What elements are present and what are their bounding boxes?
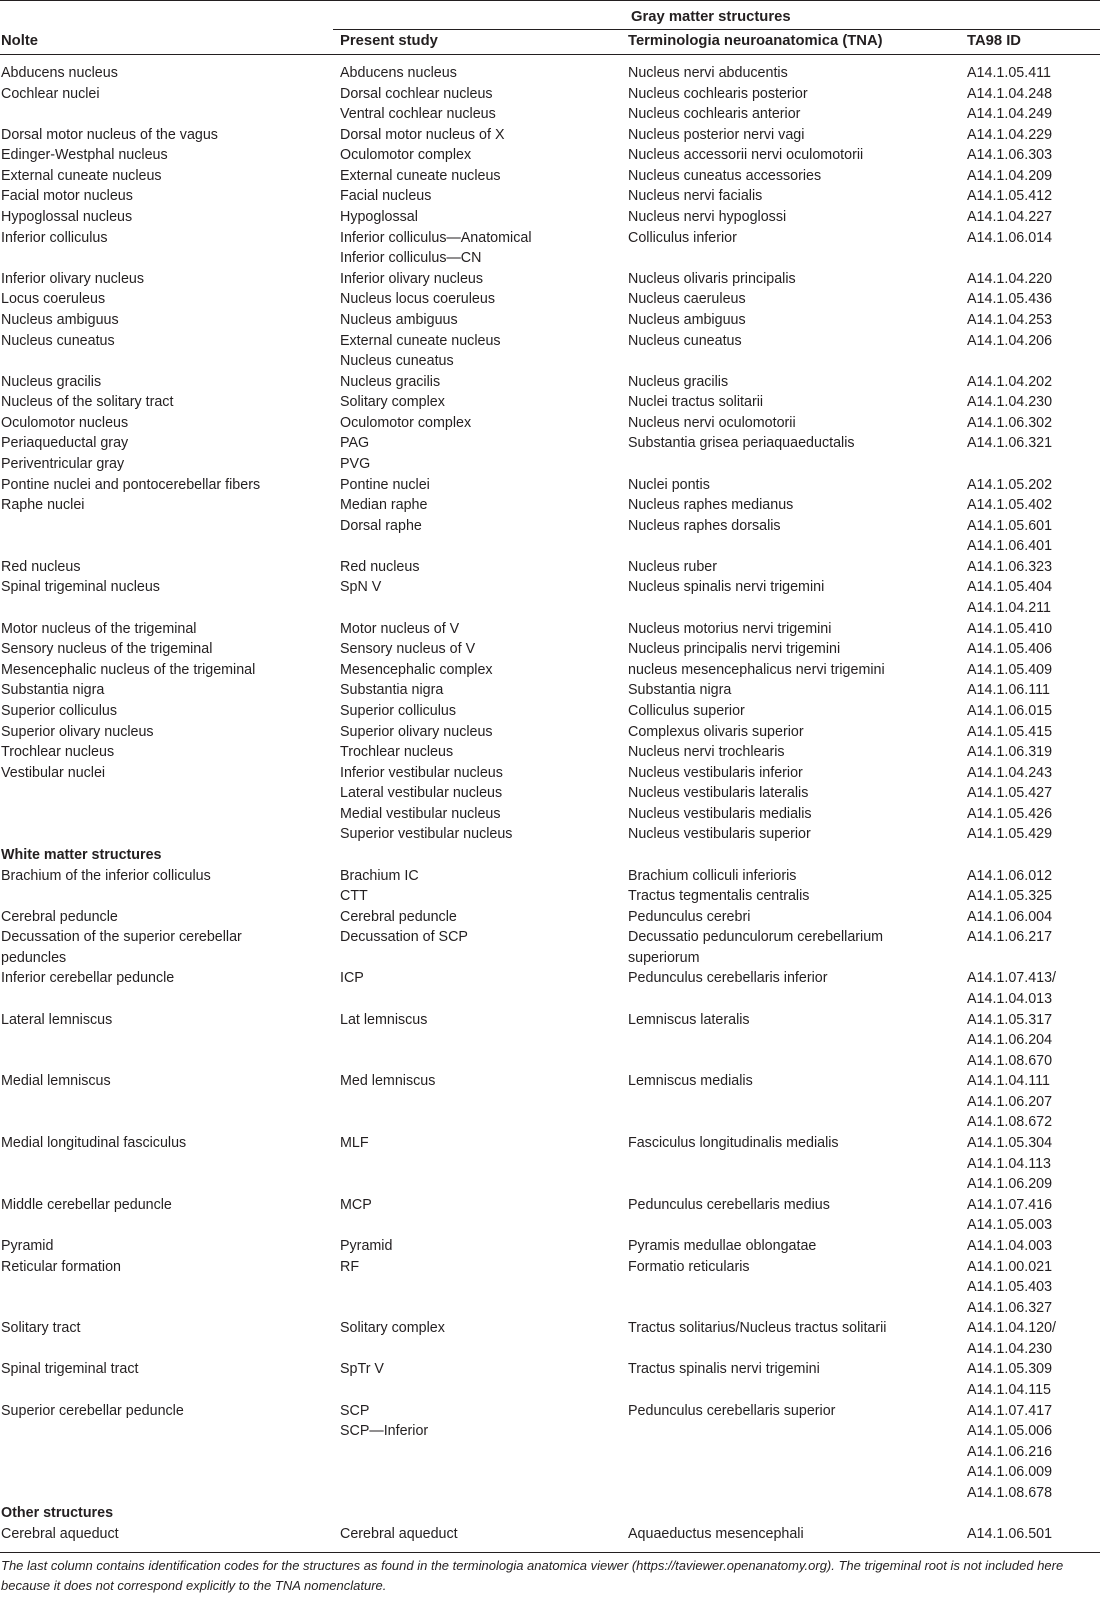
cell-present-study: Oculomotor complex	[340, 147, 472, 164]
cell-tna: Nucleus gracilis	[628, 373, 729, 390]
table-row	[0, 228, 1100, 249]
cell-tna: Nucleus olivaris principalis	[628, 270, 796, 287]
table-row	[0, 598, 1100, 619]
cell-ta98-id: A14.1.04.248	[967, 85, 1053, 102]
cell-present-study: Trochlear nucleus	[340, 744, 454, 761]
cell-ta98-id: A14.1.04.013	[967, 991, 1053, 1008]
cell-present-study: Red nucleus	[340, 558, 420, 575]
table-row	[0, 804, 1100, 825]
cell-present-study: SCP	[340, 1402, 370, 1419]
cell-ta98-id: A14.1.06.207	[967, 1093, 1053, 1110]
table-row	[0, 1051, 1100, 1072]
table-row	[0, 660, 1100, 681]
cell-tna: Nucleus principalis nervi trigemini	[628, 641, 841, 658]
table-row	[0, 763, 1100, 784]
cell-ta98-id: A14.1.04.253	[967, 311, 1053, 328]
cell-nolte: External cuneate nucleus	[1, 167, 162, 184]
cell-nolte: Superior olivary nucleus	[1, 723, 154, 740]
cell-ta98-id: A14.1.04.249	[967, 106, 1053, 123]
table-row	[0, 1380, 1100, 1401]
cell-tna: Nucleus vestibularis superior	[628, 826, 811, 843]
table-row	[0, 1174, 1100, 1195]
cell-ta98-id: A14.1.05.429	[967, 826, 1053, 843]
table-row	[0, 1442, 1100, 1463]
cell-nolte: Decussation of the superior cerebellar	[1, 929, 242, 946]
cell-tna: Brachium colliculi inferioris	[628, 867, 797, 884]
cell-tna: nucleus mesencephalicus nervi trigemini	[628, 661, 885, 678]
cell-ta98-id: A14.1.04.120/	[967, 1320, 1057, 1337]
cell-present-study: Inferior colliculus—CN	[340, 250, 482, 267]
cell-present-study: Hypoglossal	[340, 209, 418, 226]
cell-ta98-id: A14.1.05.402	[967, 497, 1053, 514]
table-row	[0, 1071, 1100, 1092]
cell-ta98-id: A14.1.05.325	[967, 888, 1053, 905]
group-header-rule	[333, 29, 1100, 30]
cell-nolte: Reticular formation	[1, 1258, 121, 1275]
cell-present-study: SCP—Inferior	[340, 1423, 429, 1440]
cell-tna: Colliculus inferior	[628, 229, 737, 246]
table-row	[0, 1030, 1100, 1051]
cell-present-study: Superior vestibular nucleus	[340, 826, 513, 843]
cell-nolte: Nucleus of the solitary tract	[1, 394, 174, 411]
cell-tna: Nucleus vestibularis lateralis	[628, 785, 809, 802]
table-row	[0, 104, 1100, 125]
cell-present-study: Cerebral peduncle	[340, 908, 457, 925]
cell-tna: Nucleus caeruleus	[628, 291, 746, 308]
cell-ta98-id: A14.1.06.302	[967, 414, 1053, 431]
cell-tna: Complexus olivaris superior	[628, 723, 804, 740]
table-row	[0, 1092, 1100, 1113]
cell-nolte: Brachium of the inferior colliculus	[1, 867, 211, 884]
cell-ta98-id: A14.1.06.303	[967, 147, 1053, 164]
table-row	[0, 392, 1100, 413]
table-row	[0, 948, 1100, 969]
table-row	[0, 84, 1100, 105]
cell-ta98-id: A14.1.05.202	[967, 476, 1053, 493]
table-row	[0, 701, 1100, 722]
cell-present-study: Solitary complex	[340, 394, 445, 411]
cell-tna: Nucleus cochlearis anterior	[628, 106, 801, 123]
cell-ta98-id: A14.1.04.209	[967, 167, 1053, 184]
cell-present-study: Nucleus locus coeruleus	[340, 291, 495, 308]
cell-nolte: Mesencephalic nucleus of the trigeminal	[1, 661, 256, 678]
table-row	[0, 310, 1100, 331]
cell-tna: Nucleus ruber	[628, 558, 717, 575]
cell-ta98-id: A14.1.06.217	[967, 929, 1053, 946]
cell-present-study: Dorsal raphe	[340, 517, 422, 534]
table-row	[0, 886, 1100, 907]
table-row	[0, 1277, 1100, 1298]
cell-tna: Pyramis medullae oblongatae	[628, 1237, 817, 1254]
cell-nolte: Nucleus cuneatus	[1, 332, 115, 349]
cell-nolte: Periventricular gray	[1, 455, 125, 472]
table-row	[0, 1236, 1100, 1257]
table-row	[0, 454, 1100, 475]
cell-nolte: Solitary tract	[1, 1320, 81, 1337]
cell-ta98-id: A14.1.05.409	[967, 661, 1053, 678]
cell-present-study: Motor nucleus of V	[340, 620, 460, 637]
cell-nolte: Trochlear nucleus	[1, 744, 115, 761]
column-header-tna: Terminologia neuroanatomica (TNA)	[628, 33, 883, 49]
table-row	[0, 248, 1100, 269]
cell-ta98-id: A14.1.05.601	[967, 517, 1053, 534]
table-row	[0, 783, 1100, 804]
cell-present-study: Solitary complex	[340, 1320, 445, 1337]
table-row	[0, 207, 1100, 228]
cell-nolte: Periaqueductal gray	[1, 435, 129, 452]
cell-tna: Substantia grisea periaquaeductalis	[628, 435, 855, 452]
cell-ta98-id: A14.1.06.204	[967, 1032, 1053, 1049]
cell-ta98-id: A14.1.05.415	[967, 723, 1053, 740]
table-row	[0, 269, 1100, 290]
cell-ta98-id: A14.1.04.115	[967, 1382, 1052, 1398]
cell-tna: Nucleus raphes dorsalis	[628, 517, 781, 534]
column-header-nolte: Nolte	[1, 33, 38, 49]
cell-nolte: Nucleus gracilis	[1, 373, 102, 390]
table-row	[0, 1339, 1100, 1360]
cell-ta98-id: A14.1.06.209	[967, 1176, 1053, 1193]
cell-tna: Lemniscus medialis	[628, 1073, 753, 1090]
table-row	[0, 125, 1100, 146]
table-row	[0, 289, 1100, 310]
table-row	[0, 619, 1100, 640]
cell-present-study: CTT	[340, 888, 368, 905]
cell-ta98-id: A14.1.06.321	[967, 435, 1053, 452]
cell-tna: Tractus spinalis nervi trigemini	[628, 1361, 820, 1378]
cell-nolte: Vestibular nuclei	[1, 764, 106, 781]
cell-tna: Aquaeductus mesencephali	[628, 1526, 804, 1543]
table-row	[0, 166, 1100, 187]
cell-present-study: Nucleus gracilis	[340, 373, 441, 390]
table-row	[0, 1318, 1100, 1339]
cell-ta98-id: A14.1.04.230	[967, 394, 1053, 411]
cell-ta98-id: A14.1.04.003	[967, 1237, 1053, 1254]
cell-nolte: Pyramid	[1, 1237, 54, 1254]
cell-tna: Substantia nigra	[628, 682, 732, 699]
table-row	[0, 351, 1100, 372]
cell-ta98-id: A14.1.04.202	[967, 373, 1053, 390]
cell-tna: Formatio reticularis	[628, 1258, 750, 1275]
cell-present-study: Mesencephalic complex	[340, 661, 493, 678]
cell-present-study: Superior olivary nucleus	[340, 723, 493, 740]
cell-nolte: Abducens nucleus	[1, 65, 118, 81]
cell-ta98-id: A14.1.05.436	[967, 291, 1053, 308]
cell-tna: Tractus solitarius/Nucleus tractus solitarii	[628, 1320, 887, 1337]
cell-nolte: Oculomotor nucleus	[1, 414, 129, 431]
cell-present-study: Med lemniscus	[340, 1073, 436, 1090]
cell-nolte: peduncles	[1, 949, 67, 966]
section-heading: White matter structures	[1, 846, 162, 863]
cell-ta98-id: A14.1.06.401	[967, 538, 1053, 555]
cell-ta98-id: A14.1.08.678	[967, 1484, 1053, 1501]
cell-ta98-id: A14.1.05.411	[967, 65, 1052, 81]
table-row	[0, 1112, 1100, 1133]
cell-ta98-id: A14.1.05.006	[967, 1423, 1053, 1440]
cell-present-study: Oculomotor complex	[340, 414, 472, 431]
cell-nolte: Cochlear nuclei	[1, 85, 100, 102]
table-row	[0, 907, 1100, 928]
cell-nolte: Medial lemniscus	[1, 1073, 111, 1090]
table-row	[0, 722, 1100, 743]
table-row	[0, 927, 1100, 948]
cell-ta98-id: A14.1.05.003	[967, 1217, 1053, 1234]
header-rule	[0, 54, 1100, 55]
section-heading-row	[0, 1503, 1100, 1524]
table-row	[0, 1524, 1100, 1545]
cell-nolte: Lateral lemniscus	[1, 1011, 113, 1028]
cell-tna: Nucleus spinalis nervi trigemini	[628, 579, 825, 596]
table-row	[0, 968, 1100, 989]
table-row	[0, 577, 1100, 598]
cell-ta98-id: A14.1.08.672	[967, 1114, 1053, 1131]
column-header-present-study: Present study	[340, 33, 438, 49]
column-header-ta98-id: TA98 ID	[967, 33, 1021, 49]
cell-nolte: Sensory nucleus of the trigeminal	[1, 641, 213, 658]
cell-ta98-id: A14.1.05.406	[967, 641, 1053, 658]
cell-tna: Nucleus motorius nervi trigemini	[628, 620, 832, 637]
cell-present-study: PAG	[340, 435, 370, 452]
table-row	[0, 680, 1100, 701]
cell-ta98-id: A14.1.06.111	[967, 682, 1050, 699]
cell-ta98-id: A14.1.06.327	[967, 1299, 1053, 1316]
cell-present-study: Inferior colliculus—Anatomical	[340, 229, 532, 246]
table-row	[0, 1462, 1100, 1483]
cell-nolte: Edinger-Westphal nucleus	[1, 147, 168, 164]
cell-present-study: Dorsal motor nucleus of X	[340, 126, 505, 143]
cell-tna: Tractus tegmentalis centralis	[628, 888, 810, 905]
cell-nolte: Substantia nigra	[1, 682, 105, 699]
cell-ta98-id: A14.1.06.014	[967, 229, 1053, 246]
cell-nolte: Motor nucleus of the trigeminal	[1, 620, 197, 637]
cell-present-study: Medial vestibular nucleus	[340, 805, 501, 822]
cell-tna: Nucleus nervi oculomotorii	[628, 414, 796, 431]
cell-nolte: Spinal trigeminal nucleus	[1, 579, 160, 596]
cell-tna: Pedunculus cerebellaris medius	[628, 1196, 830, 1213]
table-row	[0, 495, 1100, 516]
cell-ta98-id: A14.1.05.427	[967, 785, 1053, 802]
cell-nolte: Nucleus ambiguus	[1, 311, 119, 328]
cell-ta98-id: A14.1.06.323	[967, 558, 1053, 575]
cell-ta98-id: A14.1.05.403	[967, 1279, 1053, 1296]
cell-tna: Pedunculus cerebellaris inferior	[628, 970, 828, 987]
cell-ta98-id: A14.1.06.009	[967, 1464, 1053, 1481]
table-row	[0, 1154, 1100, 1175]
table-row	[0, 433, 1100, 454]
cell-ta98-id: A14.1.06.319	[967, 744, 1053, 761]
table-row	[0, 1359, 1100, 1380]
cell-ta98-id: A14.1.07.416	[967, 1196, 1053, 1213]
cell-present-study: Pontine nuclei	[340, 476, 430, 493]
cell-present-study: Sensory nucleus of V	[340, 641, 476, 658]
cell-present-study: External cuneate nucleus	[340, 332, 501, 349]
table-row	[0, 1215, 1100, 1236]
cell-tna: Nucleus vestibularis inferior	[628, 764, 803, 781]
cell-tna: Nucleus cochlearis posterior	[628, 85, 808, 102]
cell-nolte: Superior colliculus	[1, 702, 118, 719]
cell-nolte: Superior cerebellar peduncle	[1, 1402, 184, 1419]
group-header: Gray matter structures	[631, 9, 791, 25]
cell-ta98-id: A14.1.06.015	[967, 702, 1053, 719]
table-row	[0, 63, 1100, 84]
cell-ta98-id: A14.1.07.417	[967, 1402, 1053, 1419]
table-row	[0, 824, 1100, 845]
cell-tna: Pedunculus cerebellaris superior	[628, 1402, 836, 1419]
table-row	[0, 1483, 1100, 1504]
cell-tna: Nucleus cuneatus accessories	[628, 167, 822, 184]
cell-tna: Nucleus raphes medianus	[628, 497, 794, 514]
cell-ta98-id: A14.1.04.111	[967, 1073, 1050, 1090]
table-row	[0, 1257, 1100, 1278]
cell-present-study: SpTr V	[340, 1361, 384, 1378]
cell-nolte: Inferior colliculus	[1, 229, 108, 246]
cell-present-study: Inferior olivary nucleus	[340, 270, 484, 287]
table-row	[0, 1421, 1100, 1442]
cell-present-study: Superior colliculus	[340, 702, 457, 719]
cell-ta98-id: A14.1.00.021	[967, 1258, 1053, 1275]
cell-present-study: External cuneate nucleus	[340, 167, 501, 184]
cell-tna: Pedunculus cerebri	[628, 908, 751, 925]
table-row	[0, 413, 1100, 434]
table-row	[0, 536, 1100, 557]
cell-ta98-id: A14.1.04.113	[967, 1155, 1052, 1172]
cell-ta98-id: A14.1.06.216	[967, 1443, 1053, 1460]
cell-tna: Lemniscus lateralis	[628, 1011, 750, 1028]
cell-present-study: Pyramid	[340, 1237, 393, 1254]
cell-ta98-id: A14.1.04.229	[967, 126, 1053, 143]
cell-tna: Nucleus cuneatus	[628, 332, 742, 349]
cell-nolte: Hypoglossal nucleus	[1, 209, 133, 226]
cell-present-study: Inferior vestibular nucleus	[340, 764, 503, 781]
bottom-rule	[0, 1552, 1100, 1553]
table-row	[0, 866, 1100, 887]
cell-tna: Nucleus nervi facialis	[628, 188, 763, 205]
table-row	[0, 1298, 1100, 1319]
table-row	[0, 186, 1100, 207]
cell-ta98-id: A14.1.05.404	[967, 579, 1053, 596]
cell-ta98-id: A14.1.05.426	[967, 805, 1053, 822]
cell-present-study: Substantia nigra	[340, 682, 444, 699]
cell-present-study: Lateral vestibular nucleus	[340, 785, 503, 802]
cell-ta98-id: A14.1.04.230	[967, 1340, 1053, 1357]
cell-ta98-id: A14.1.05.412	[967, 188, 1053, 205]
table-row	[0, 1010, 1100, 1031]
table-row	[0, 1401, 1100, 1422]
cell-present-study: Brachium IC	[340, 867, 419, 884]
cell-ta98-id: A14.1.06.012	[967, 867, 1053, 884]
cell-present-study: PVG	[340, 455, 371, 472]
cell-present-study: SpN V	[340, 579, 382, 596]
cell-tna: superiorum	[628, 949, 700, 966]
cell-ta98-id: A14.1.04.227	[967, 209, 1053, 226]
cell-ta98-id: A14.1.04.211	[967, 600, 1052, 617]
table-body	[0, 63, 1100, 1545]
cell-nolte: Locus coeruleus	[1, 291, 106, 308]
cell-tna: Nuclei pontis	[628, 476, 710, 493]
cell-present-study: RF	[340, 1258, 360, 1275]
cell-ta98-id: A14.1.05.309	[967, 1361, 1053, 1378]
cell-nolte: Facial motor nucleus	[1, 188, 133, 205]
cell-nolte: Inferior olivary nucleus	[1, 270, 145, 287]
section-heading: Other structures	[1, 1505, 114, 1522]
table-row	[0, 475, 1100, 496]
cell-nolte: Red nucleus	[1, 558, 81, 575]
table-row	[0, 516, 1100, 537]
cell-ta98-id: A14.1.04.220	[967, 270, 1053, 287]
table-row	[0, 639, 1100, 660]
cell-present-study: Nucleus cuneatus	[340, 353, 454, 370]
cell-ta98-id: A14.1.08.670	[967, 1052, 1053, 1069]
cell-nolte: Inferior cerebellar peduncle	[1, 970, 175, 987]
cell-nolte: Dorsal motor nucleus of the vagus	[1, 126, 218, 143]
cell-ta98-id: A14.1.04.206	[967, 332, 1053, 349]
cell-tna: Nucleus vestibularis medialis	[628, 805, 812, 822]
cell-present-study: ICP	[340, 970, 364, 987]
table-row	[0, 372, 1100, 393]
cell-tna: Fasciculus longitudinalis medialis	[628, 1135, 839, 1152]
cell-present-study: Median raphe	[340, 497, 428, 514]
cell-ta98-id: A14.1.06.004	[967, 908, 1053, 925]
cell-nolte: Pontine nuclei and pontocerebellar fibers	[1, 476, 261, 493]
cell-ta98-id: A14.1.07.413/	[967, 970, 1057, 987]
cell-present-study: Lat lemniscus	[340, 1011, 428, 1028]
cell-ta98-id: A14.1.05.410	[967, 620, 1053, 637]
cell-present-study: Facial nucleus	[340, 188, 432, 205]
cell-nolte: Cerebral aqueduct	[1, 1526, 119, 1543]
cell-present-study: Decussation of SCP	[340, 929, 468, 946]
table-row	[0, 1133, 1100, 1154]
table-row	[0, 145, 1100, 166]
table-row	[0, 1195, 1100, 1216]
cell-tna: Nucleus ambiguus	[628, 311, 746, 328]
table-row	[0, 989, 1100, 1010]
cell-tna: Nucleus nervi hypoglossi	[628, 209, 787, 226]
table-row	[0, 331, 1100, 352]
table-row	[0, 557, 1100, 578]
cell-present-study: Ventral cochlear nucleus	[340, 106, 496, 123]
cell-present-study: Abducens nucleus	[340, 65, 457, 81]
top-rule	[0, 0, 1100, 1]
cell-present-study: MCP	[340, 1196, 372, 1213]
cell-present-study: Nucleus ambiguus	[340, 311, 458, 328]
cell-present-study: Dorsal cochlear nucleus	[340, 85, 493, 102]
section-heading-row	[0, 845, 1100, 866]
cell-present-study: Cerebral aqueduct	[340, 1526, 458, 1543]
cell-ta98-id: A14.1.05.304	[967, 1135, 1053, 1152]
cell-nolte: Raphe nuclei	[1, 497, 85, 514]
cell-ta98-id: A14.1.05.317	[967, 1011, 1053, 1028]
table-footnote: The last column contains identification codes for the structures as found in the terminologia anatomica viewer (https://taviewer.openanatomy.org). The trigeminal root is not included here because it does not correspond explicitly to the TNA nomenclature.	[1, 1558, 1064, 1593]
cell-tna: Nucleus nervi abducentis	[628, 65, 788, 81]
cell-tna: Nuclei tractus solitarii	[628, 394, 764, 411]
cell-nolte: Medial longitudinal fasciculus	[1, 1135, 187, 1152]
cell-ta98-id: A14.1.04.243	[967, 764, 1053, 781]
cell-tna: Nucleus accessorii nervi oculomotorii	[628, 147, 864, 164]
table-row	[0, 742, 1100, 763]
cell-nolte: Middle cerebellar peduncle	[1, 1196, 172, 1213]
cell-nolte: Cerebral peduncle	[1, 908, 118, 925]
cell-tna: Nucleus nervi trochlearis	[628, 744, 785, 761]
cell-ta98-id: A14.1.06.501	[967, 1526, 1053, 1543]
cell-tna: Nucleus posterior nervi vagi	[628, 126, 805, 143]
cell-tna: Decussatio pedunculorum cerebellarium	[628, 929, 884, 946]
cell-present-study: MLF	[340, 1135, 369, 1152]
cell-tna: Colliculus superior	[628, 702, 745, 719]
cell-nolte: Spinal trigeminal tract	[1, 1361, 139, 1378]
